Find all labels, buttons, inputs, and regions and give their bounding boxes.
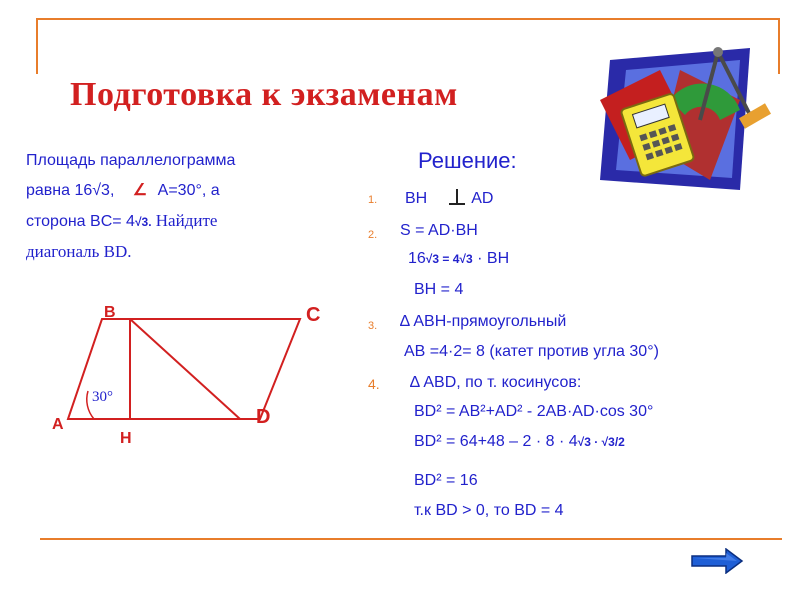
frame-left-line: [36, 18, 38, 74]
step-4d: BD² = 16: [414, 472, 478, 489]
problem-area-text: равна 16√3,: [26, 182, 115, 199]
step-number-4: 4.: [368, 376, 380, 392]
step-3b: AB =4·2= 8 (катет против угла 30°): [404, 343, 659, 360]
step-3: ∆ ABH-прямоугольный: [400, 313, 567, 330]
solution-heading: Решение:: [418, 148, 517, 173]
perpendicular-icon: [448, 189, 466, 205]
step-4: ∆ ABD, по т. косинусов:: [410, 374, 582, 391]
problem-find-text: Найдите: [151, 211, 218, 230]
frame-top-line: [36, 18, 780, 20]
step-1: [405, 189, 493, 208]
problem-line-1: Площадь параллелограмма: [26, 152, 236, 169]
step-number-2: 2.: [368, 229, 378, 241]
next-arrow-icon[interactable]: [690, 548, 744, 574]
problem-side-root: √3.: [134, 215, 152, 229]
problem-side-text: сторона BC= 4: [26, 213, 135, 230]
step-1-bh: BH: [405, 190, 428, 207]
problem-statement: [26, 146, 356, 267]
step-4b: BD² = AB²+AD² - 2AB·AD·cos 30°: [414, 403, 654, 420]
vertex-label-a: A: [52, 416, 64, 433]
angle-symbol: ∠: [132, 182, 148, 199]
problem-angle-text: A=30°, а: [157, 182, 220, 199]
page-title: Подготовка к экзаменам: [70, 76, 458, 113]
foot-label-h: H: [120, 430, 132, 447]
step-4e: т.к BD > 0, то BD = 4: [414, 502, 564, 519]
diagonal-bd: [130, 319, 240, 419]
step-2c: BH = 4: [414, 281, 464, 298]
frame-bottom-line: [40, 538, 782, 540]
math-instruments-clipart: [590, 40, 780, 210]
angle-label: 30°: [92, 389, 113, 405]
step-1-ad: AD: [471, 190, 494, 207]
step-number-3: 3.: [368, 320, 378, 332]
step-number-1: 1.: [368, 194, 378, 206]
vertex-label-b: B: [104, 304, 116, 321]
parallelogram-figure: [40, 295, 340, 455]
vertex-label-d: D: [256, 406, 271, 428]
problem-line-2: [26, 176, 356, 206]
step-4c: BD² = 64+48 – 2 · 8 · 4√3 · √3/2: [414, 433, 625, 450]
problem-line-4: диагональ BD.: [26, 242, 132, 261]
step-2b: 16√3 = 4√3 · BH: [408, 250, 510, 267]
step-2: S = AD·BH: [400, 222, 478, 239]
problem-line-3: [26, 206, 356, 237]
vertex-label-c: C: [306, 304, 321, 326]
